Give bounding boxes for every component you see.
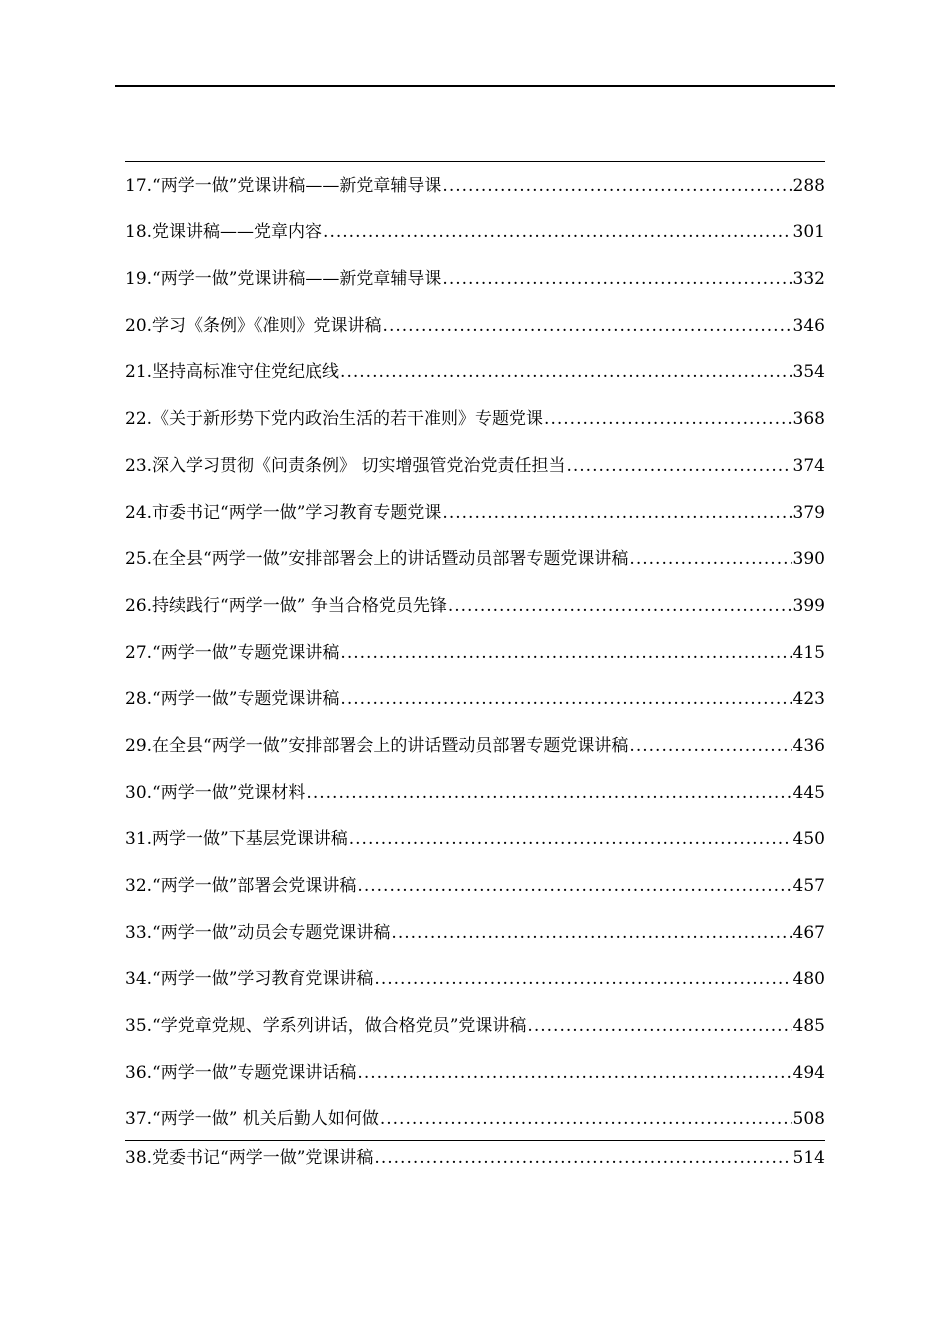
toc-entry-page: 368 (792, 409, 825, 430)
toc-entry[interactable] (125, 1049, 825, 1096)
table-of-contents (125, 161, 825, 1177)
dot-leader (380, 1108, 792, 1130)
toc-entry-title: 24.市委书记“两学一做”学习教育专题党课 (125, 502, 442, 523)
dot-leader (544, 408, 792, 430)
toc-entry-page: 436 (792, 735, 825, 756)
toc-entry[interactable] (125, 816, 825, 863)
toc-entry[interactable] (125, 722, 825, 769)
toc-entry-page: 480 (792, 969, 825, 990)
toc-entry-page: 288 (792, 175, 825, 196)
toc-entry-page: 514 (792, 1147, 825, 1168)
toc-entry[interactable] (125, 629, 825, 676)
dot-leader (629, 735, 791, 757)
toc-entry[interactable] (125, 862, 825, 909)
toc-entry[interactable] (125, 162, 825, 209)
dot-leader (306, 782, 791, 804)
dot-leader (391, 922, 791, 944)
toc-entry-title: 35.“学党章党规、学系列讲话，做合格党员”党课讲稿 (125, 1016, 527, 1037)
dot-leader (448, 595, 792, 617)
toc-entry-title: 34.“两学一做”学习教育党课讲稿 (125, 969, 374, 990)
toc-entry-page: 494 (792, 1062, 825, 1083)
toc-entry-title: 17.“两学一做”党课讲稿——新党章辅导课 (125, 175, 442, 196)
toc-entry-page: 332 (792, 269, 825, 290)
dot-leader (527, 1015, 791, 1037)
toc-entry-title: 18.党课讲稿——党章内容 (125, 222, 323, 243)
dot-leader (442, 175, 791, 197)
toc-entry[interactable] (125, 395, 825, 442)
toc-entry-page: 399 (792, 595, 825, 616)
toc-entry-page: 354 (792, 362, 825, 383)
toc-entry[interactable] (125, 536, 825, 583)
toc-entry-title: 38.党委书记“两学一做”党课讲稿 (125, 1147, 374, 1168)
toc-entry-title: 26.持续践行“两学一做” 争当合格党员先锋 (125, 595, 447, 616)
dot-leader (374, 1147, 791, 1169)
toc-entry-title: 33.“两学一做”动员会专题党课讲稿 (125, 922, 391, 943)
toc-entry-title: 31.两学一做”下基层党课讲稿 (125, 829, 348, 850)
toc-entry-title: 29.在全县“两学一做”安排部署会上的讲话暨动员部署专题党课讲稿 (125, 735, 629, 756)
toc-entry-page: 346 (792, 315, 825, 336)
toc-entry-page: 415 (792, 642, 825, 663)
toc-entry-page: 508 (792, 1108, 825, 1129)
toc-entry-title: 20.学习《条例》《准则》党课讲稿 (125, 315, 382, 336)
toc-entry[interactable] (125, 442, 825, 489)
toc-entry[interactable] (125, 909, 825, 956)
toc-entry[interactable] (125, 489, 825, 536)
toc-entry[interactable] (125, 209, 825, 256)
toc-entry[interactable] (125, 1096, 825, 1141)
toc-entry-title: 22.《关于新形势下党内政治生活的若干准则》专题党课 (125, 409, 544, 430)
toc-entry-title: 28.“两学一做”专题党课讲稿 (125, 689, 340, 710)
header-rule (115, 85, 835, 87)
toc-entry-page: 301 (792, 222, 825, 243)
toc-entry[interactable] (125, 255, 825, 302)
toc-entry-title: 37.“两学一做” 机关后勤人如何做 (125, 1108, 379, 1129)
toc-entry-title: 36.“两学一做”专题党课讲话稿 (125, 1062, 357, 1083)
dot-leader (566, 455, 791, 477)
toc-entry-title: 27.“两学一做”专题党课讲稿 (125, 642, 340, 663)
toc-entry[interactable] (125, 1141, 825, 1177)
toc-entry[interactable] (125, 676, 825, 723)
toc-entry-title: 19.“两学一做”党课讲稿——新党章辅导课 (125, 269, 442, 290)
toc-entry-page: 374 (792, 455, 825, 476)
dot-leader (357, 1062, 791, 1084)
dot-leader (349, 828, 792, 850)
toc-entry-page: 450 (792, 829, 825, 850)
toc-entry-title: 23.深入学习贯彻《问责条例》 切实增强管党治党责任担当 (125, 455, 566, 476)
dot-leader (357, 875, 791, 897)
toc-entry-title: 25.在全县“两学一做”安排部署会上的讲话暨动员部署专题党课讲稿 (125, 549, 629, 570)
toc-entry[interactable] (125, 302, 825, 349)
dot-leader (374, 968, 791, 990)
dot-leader (383, 315, 792, 337)
toc-entry-page: 445 (792, 782, 825, 803)
toc-entry-title: 30.“两学一做”党课材料 (125, 782, 306, 803)
toc-entry-page: 423 (792, 689, 825, 710)
dot-leader (442, 502, 791, 524)
toc-entry-page: 379 (792, 502, 825, 523)
toc-entry-page: 457 (792, 876, 825, 896)
dot-leader (340, 688, 791, 710)
dot-leader (323, 221, 792, 243)
toc-entry-page: 467 (792, 922, 825, 943)
toc-entry-title: 32.“两学一做”部署会党课讲稿 (125, 876, 357, 896)
toc-entry-title: 21.坚持高标准守住党纪底线 (125, 362, 340, 383)
dot-leader (442, 268, 791, 290)
toc-entry[interactable] (125, 582, 825, 629)
dot-leader (340, 361, 792, 383)
toc-entry[interactable] (125, 349, 825, 396)
toc-entry-page: 485 (792, 1016, 825, 1037)
toc-entry[interactable] (125, 956, 825, 1003)
dot-leader (629, 548, 791, 570)
toc-entry-page: 390 (792, 549, 825, 570)
toc-entry[interactable] (125, 769, 825, 816)
toc-entry[interactable] (125, 1002, 825, 1049)
dot-leader (340, 642, 791, 664)
